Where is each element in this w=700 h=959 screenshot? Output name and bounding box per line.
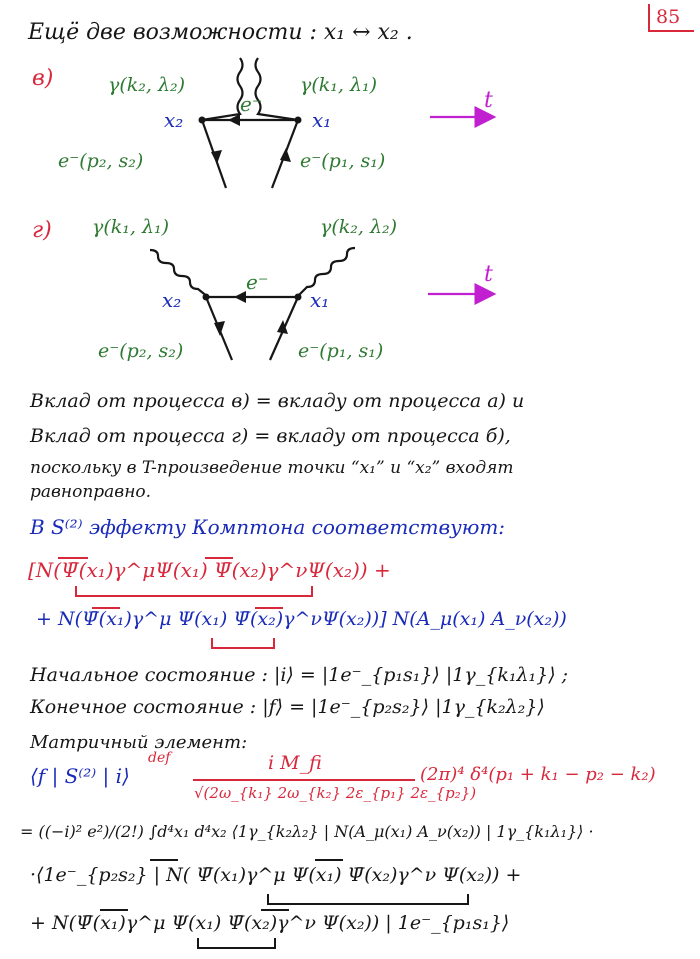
electron-right-arrow xyxy=(280,148,291,162)
matrix-numerator: i M_fi xyxy=(268,752,322,774)
text-line-1: Вклад от процесса в) = вкладу от процесса а) и xyxy=(30,390,525,412)
vertex-x1-dot xyxy=(295,117,302,124)
electron-left-arrow xyxy=(214,321,225,336)
text-line-3: поскольку в T-произведение точки “x₁” и “x₂” входят xyxy=(30,458,514,478)
photon-left-label: γ(k₁, λ₁) xyxy=(92,216,170,238)
vertex-x1-label: x₁ xyxy=(312,108,332,132)
expansion-line-2: ·⟨1e⁻_{p₂s₂} | N( Ψ̄(x₁)γ^μ Ψ(x₁) Ψ̄(x₂)γ^ν Ψ(x₂)) + xyxy=(30,864,522,886)
text-line-2: Вклад от процесса г) = вкладу от процесса б), xyxy=(30,425,511,447)
matrix-lhs: ⟨f | S⁽²⁾ | i⟩ xyxy=(30,764,130,788)
s2-formula-2: + N(Ψ̄(x₁)γ^μ Ψ(x₁) Ψ̄(x₂)γ^νΨ(x₂))] N(A_μ(x₁) A_ν(x₂)) xyxy=(36,608,567,630)
electron-right-label: e⁻(p₁, s₁) xyxy=(300,150,386,172)
vertex-x1-dot xyxy=(295,294,302,301)
time-label: t xyxy=(484,88,493,113)
heading: Ещё две возможности : x₁ ↔ x₂ . xyxy=(28,20,413,45)
electron-left-label: e⁻(p₂, s₂) xyxy=(98,340,184,362)
electron-right-label: e⁻(p₁, s₁) xyxy=(298,340,384,362)
photon-line-left xyxy=(202,58,243,120)
vertex-x2-dot xyxy=(203,294,210,301)
electron-mid-label: e⁻ xyxy=(246,270,269,294)
electron-left-label: e⁻(p₂, s₂) xyxy=(58,150,144,172)
contraction-bracket-1 xyxy=(76,586,312,596)
matrix-denominator: √(2ω_{k₁} 2ω_{k₂} 2ε_{p₁} 2ε_{p₂}) xyxy=(194,784,477,802)
final-state: Конечное состояние : |f⟩ = |1e⁻_{p₂s₂}⟩ |1γ_{k₂λ₂}⟩ xyxy=(30,696,545,718)
text-line-4: равноправно. xyxy=(30,482,152,502)
photon-right-label: γ(k₂, λ₂) xyxy=(320,216,398,238)
vertex-x1-label: x₁ xyxy=(310,288,330,312)
contraction-bracket-4 xyxy=(198,938,275,948)
electron-propagator-arrow xyxy=(234,291,246,303)
initial-state: Начальное состояние : |i⟩ = |1e⁻_{p₁s₁}⟩ |1γ_{k₁λ₁}⟩ ; xyxy=(30,664,569,686)
contraction-bracket-2 xyxy=(212,638,274,648)
vertex-x2-dot xyxy=(199,117,206,124)
diagram-v-label: в) xyxy=(32,66,54,91)
s2-line: В S⁽²⁾ эффекту Комптона соответствуют: xyxy=(30,515,506,539)
vertex-x2-label: x₂ xyxy=(164,108,184,132)
vertex-x2-label: x₂ xyxy=(162,288,182,312)
photon-left-label: γ(k₂, λ₂) xyxy=(108,74,186,96)
page-number: 85 xyxy=(656,6,681,28)
time-label: t xyxy=(484,262,493,287)
contraction-bracket-3 xyxy=(268,894,468,904)
matrix-def: def xyxy=(148,750,171,766)
electron-left-arrow xyxy=(211,150,222,164)
matrix-delta: (2π)⁴ δ⁴(p₁ + k₁ − p₂ − k₂) xyxy=(420,764,656,785)
diagram-g-label: г) xyxy=(32,218,52,243)
matrix-label: Матричный элемент: xyxy=(30,732,248,753)
expansion-line-3: + N(Ψ̄(x₁)γ^μ Ψ(x₁) Ψ̄(x₂)γ^ν Ψ(x₂)) | 1e⁻_{p₁s₁}⟩ xyxy=(30,912,510,934)
electron-mid-label: e⁻ xyxy=(240,92,263,116)
expansion-line-1: = ((−i)² e²)/(2!) ∫d⁴x₁ d⁴x₂ ⟨1γ_{k₂λ₂} | N(A_μ(x₁) A_ν(x₂)) | 1γ_{k₁λ₁}⟩ · xyxy=(20,822,594,841)
photon-right-label: γ(k₁, λ₁) xyxy=(300,74,378,96)
s2-formula-1: [N(Ψ̄(x₁)γ^μΨ(x₁) Ψ̄(x₂)γ^νΨ(x₂)) + xyxy=(28,558,391,582)
